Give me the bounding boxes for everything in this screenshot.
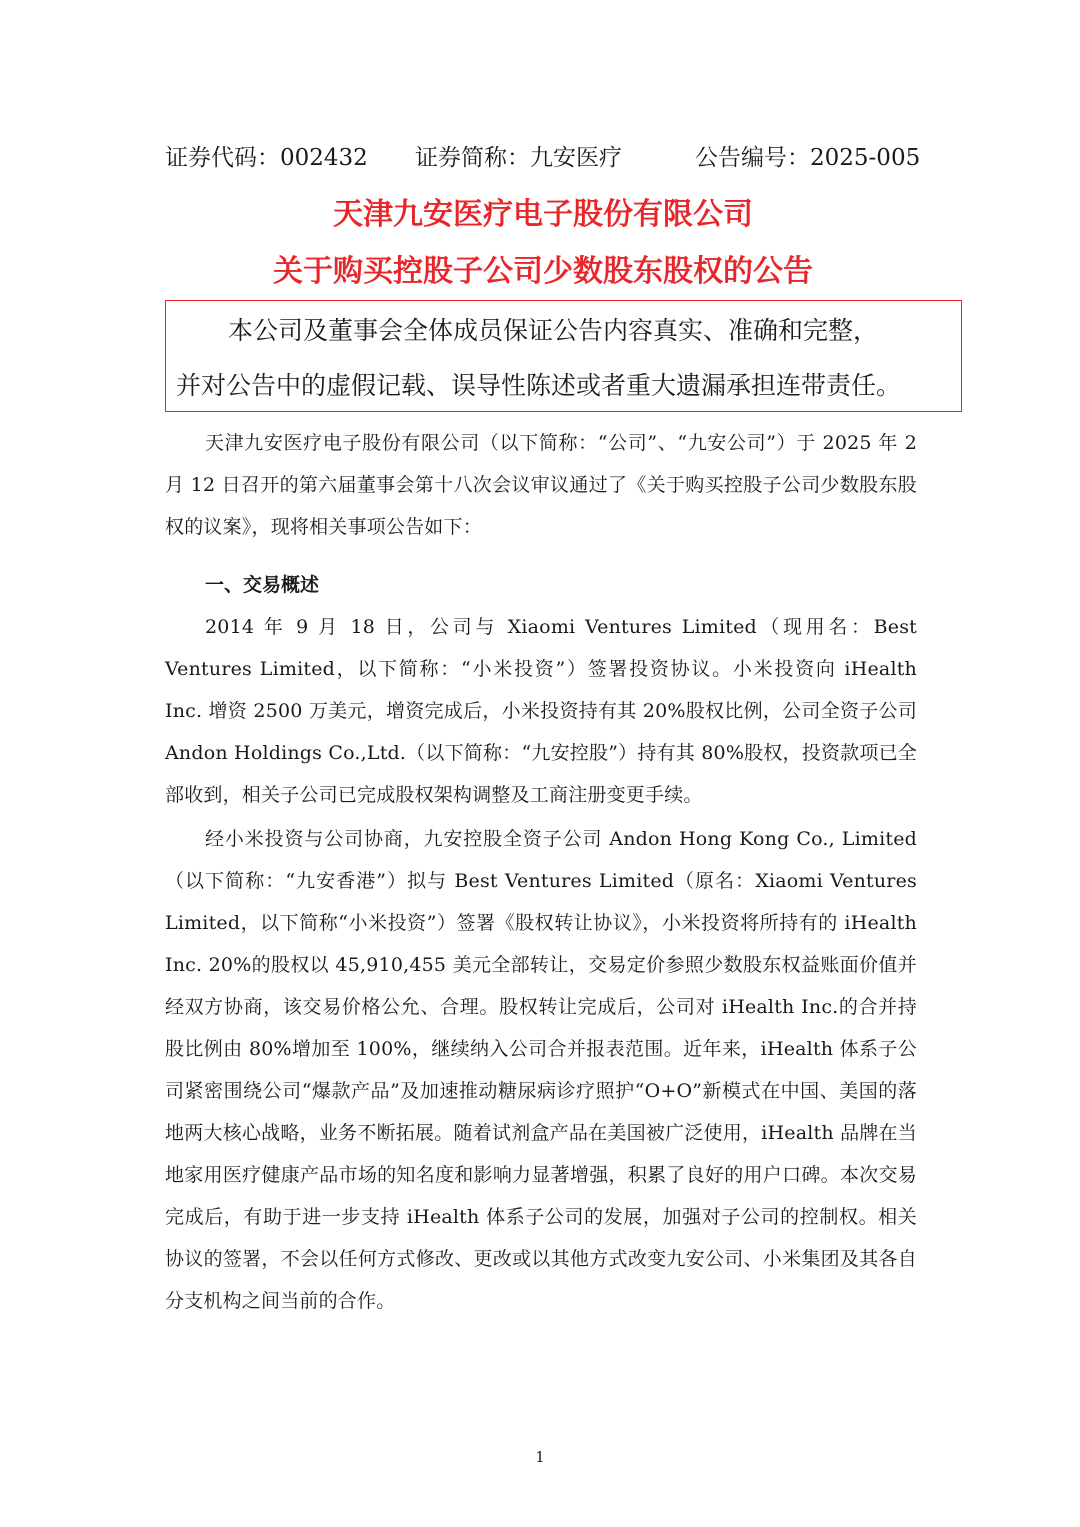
page-number: 1: [535, 1448, 545, 1466]
section1-paragraph-2: 经小米投资与公司协商，九安控股全资子公司 Andon Hong Kong Co., Limited（以下简称：“九安香港”）拟与 Best Ventures Limited（原名：Xiaomi Ventures Limited，以下简称“小米投资”）签署《股权转让协议》，小米投资将所持有的 iHealth Inc. 20%的股权以 45,910,455 美元全部转让，交易定价参照少数股东权益账面价值并经双方协商，该交易价格公允、合理。股权转让完成后，公司对 iHealth Inc.的合并持股比例由 80%增加至 100%，继续纳入公司合并报表范围。近年来，iHealth 体系子公司紧密围绕公司“爆款产品”及加速推动糖尿病诊疗照护“O+O”新模式在中国、美国的落地两大核心战略，业务不断拓展。随着试剂盒产品在美国被广泛使用，iHealth 品牌在当地家用医疗健康产品市场的知名度和影响力显著增强，积累了良好的用户口碑。本次交易完成后，有助于进一步支持 iHealth 体系子公司的发展，加强对子公司的控制权。相关协议的签署，不会以任何方式修改、更改或以其他方式改变九安公司、小米集团及其各自分支机构之间当前的合作。: [165, 828, 917, 1312]
notice-line-1: 本公司及董事会全体成员保证公告内容真实、准确和完整，: [228, 316, 879, 345]
notice-line-2: 并对公告中的虚假记载、误导性陈述或者重大遗漏承担连带责任。: [176, 371, 902, 400]
section-heading-transaction-overview: 一、交易概述: [205, 574, 320, 596]
section1-paragraph-1: 2014 年 9 月 18 日，公司与 Xiaomi Ventures Limited（现用名：Best Ventures Limited，以下简称：“小米投资”）签署投资协议。小米投资向 iHealth Inc. 增资 2500 万美元，增资完成后，小米投资持有其 20%股权比例，公司全资子公司 Andon Holdings Co.,Ltd.（以下简称：“九安控股”）持有其 80%股权，投资款项已全部收到，相关子公司已完成股权架构调整及工商注册变更手续。: [165, 616, 917, 806]
announcement-title: 关于购买控股子公司少数股东股权的公告: [273, 254, 813, 289]
company-title: 天津九安医疗电子股份有限公司: [333, 197, 753, 232]
security-code: 证券代码：002432: [165, 145, 368, 171]
security-abbreviation: 证券简称：九安医疗: [415, 145, 622, 171]
intro-paragraph: 天津九安医疗电子股份有限公司（以下简称：“公司”、“九安公司”）于 2025 年 2 月 12 日召开的第六届董事会第十八次会议审议通过了《关于购买控股子公司少数股东股权的议案》，现将相关事项公告如下：: [165, 432, 917, 538]
announcement-number: 公告编号：2025-005: [695, 145, 921, 171]
announcement-header: [165, 138, 925, 178]
board-guarantee-notice: [165, 300, 962, 412]
